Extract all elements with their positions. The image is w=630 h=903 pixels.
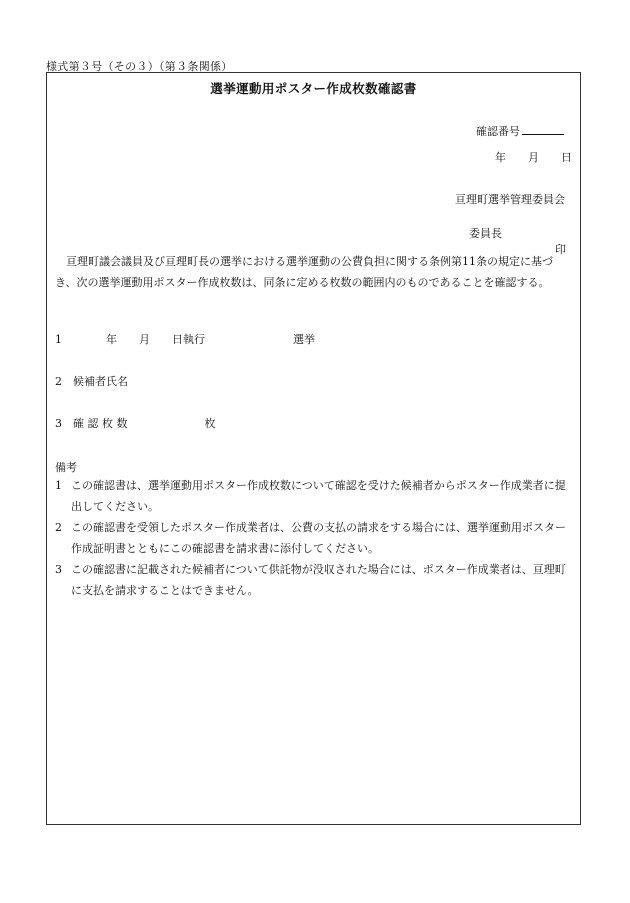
document-frame	[46, 72, 581, 825]
body-paragraph: 亘理町議会議員及び亘理町長の選挙における選挙運動の公費負担に関する条例第11条の規定に基づき、次の選挙運動用ポスター作成枚数は、同条に定める枚数の範囲内のものであることを確認する。	[55, 255, 553, 289]
confirmation-number-row	[462, 109, 564, 152]
document-title: 選挙運動用ポスター作成枚数確認書	[210, 81, 417, 96]
notes-heading: 備考	[55, 461, 77, 474]
note-number: 1	[55, 479, 62, 492]
item-election-date: 1 年 月 日執行 選挙	[55, 333, 315, 346]
note-item	[55, 517, 574, 559]
item-confirmed-count: 3 確 認 枚 数 枚	[55, 417, 216, 430]
note-item	[55, 475, 574, 517]
note-text: この確認書に記載された候補者について供託物が没収された場合には、ポスター作成業者は、亘理町に支払を請求することはできません。	[71, 563, 566, 597]
form-number: 様式第３号（その３）（第３条関係）	[46, 60, 233, 73]
note-text: この確認書は、選挙運動用ポスター作成枚数について確認を受けた候補者からポスター作成業者に提出してください。	[71, 479, 566, 513]
note-number: 3	[55, 563, 62, 576]
note-text: この確認書を受領したポスター作成業者は、公費の支払の請求をする場合には、選挙運動用ポスター作成証明書とともにこの確認書を請求書に添付してください。	[71, 521, 566, 555]
confirmation-number-blank	[522, 122, 564, 135]
seal-mark: 印	[555, 243, 566, 256]
item-candidate-name: 2 候補者氏名	[55, 375, 128, 388]
confirmation-number-label: 確認番号	[476, 125, 520, 138]
date-line: 年 月 日	[495, 151, 572, 164]
note-item	[55, 559, 574, 601]
chair-label: 委員長	[469, 227, 502, 240]
notes-list	[55, 475, 574, 601]
committee-name: 亘理町選挙管理委員会	[455, 193, 565, 206]
note-number: 2	[55, 521, 62, 534]
